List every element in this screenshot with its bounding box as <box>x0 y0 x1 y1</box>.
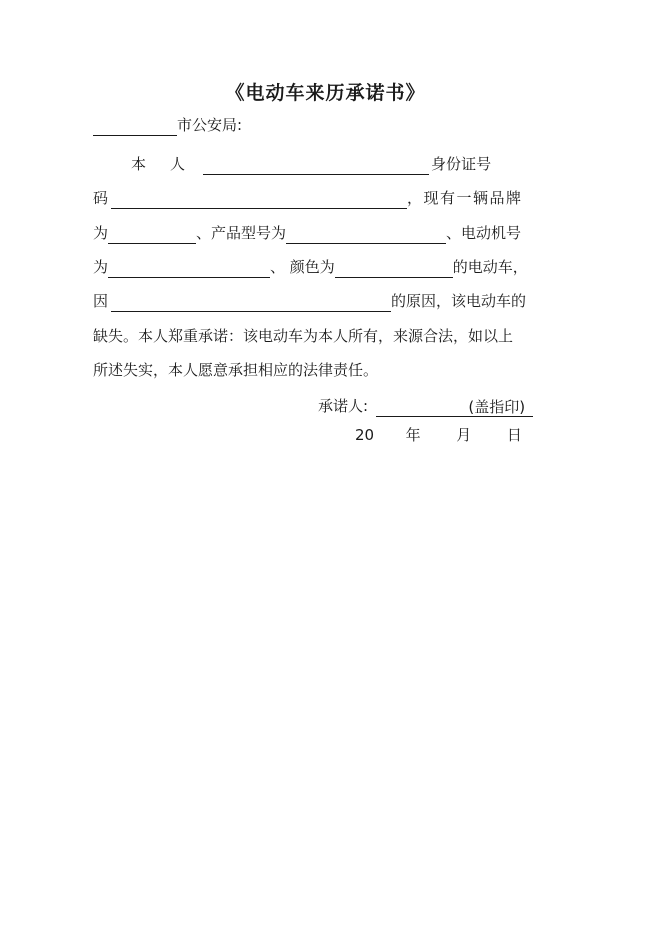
year-label: 年 <box>405 426 421 444</box>
body-line-6: 缺失。本人郑重承诺：该电动车为本人所有，来源合法，如以上 <box>93 327 514 345</box>
text-wei: 为 <box>93 224 109 242</box>
brand-label: ，现有一辆品牌 <box>407 189 523 207</box>
name-blank[interactable] <box>203 157 429 175</box>
text-ren: 人 <box>170 155 186 173</box>
motor-number-blank[interactable] <box>108 260 270 278</box>
year-prefix: 20 <box>355 426 375 444</box>
color-label: 、 颜色为 <box>270 258 335 276</box>
id-label: 身 份 证 号 <box>431 155 492 173</box>
signature-line <box>318 395 533 417</box>
signer-blank[interactable] <box>376 399 533 417</box>
reason-blank[interactable] <box>111 294 391 312</box>
text-yin: 因 <box>93 292 109 310</box>
text-ma: 码 <box>93 189 109 207</box>
signer-label: 承诺人: <box>318 397 369 415</box>
color-blank[interactable] <box>335 260 453 278</box>
body-line-5 <box>93 290 539 312</box>
motor-number-label: 、电动机号 <box>446 224 522 242</box>
body-line-4 <box>93 256 539 278</box>
brand-blank[interactable] <box>108 226 196 244</box>
body-line-1 <box>93 153 539 175</box>
fingerprint-note: (盖指印) <box>468 398 526 416</box>
product-model-blank[interactable] <box>286 226 446 244</box>
text-wei-2: 为 <box>93 258 109 276</box>
addressee-suffix: 市公安局: <box>177 116 243 134</box>
city-blank[interactable] <box>93 118 177 136</box>
day-label: 日 <box>506 426 522 444</box>
body-line-2 <box>93 187 539 209</box>
month-label: 月 <box>456 426 472 444</box>
ebike-label: 的电动车， <box>452 258 528 276</box>
product-model-label: 、产品型号为 <box>196 224 287 242</box>
document-title: 《电动车来历承诺书》 <box>225 82 426 104</box>
body-line-7: 所述失实，本人愿意承担相应的法律责任。 <box>93 361 379 379</box>
text-ben: 本 <box>131 155 147 173</box>
addressee-line <box>93 114 539 136</box>
id-number-blank[interactable] <box>111 191 407 209</box>
date-line <box>355 424 522 446</box>
body-line-3 <box>93 222 539 244</box>
reason-tail: 的原因，该电动车的 <box>391 292 527 310</box>
